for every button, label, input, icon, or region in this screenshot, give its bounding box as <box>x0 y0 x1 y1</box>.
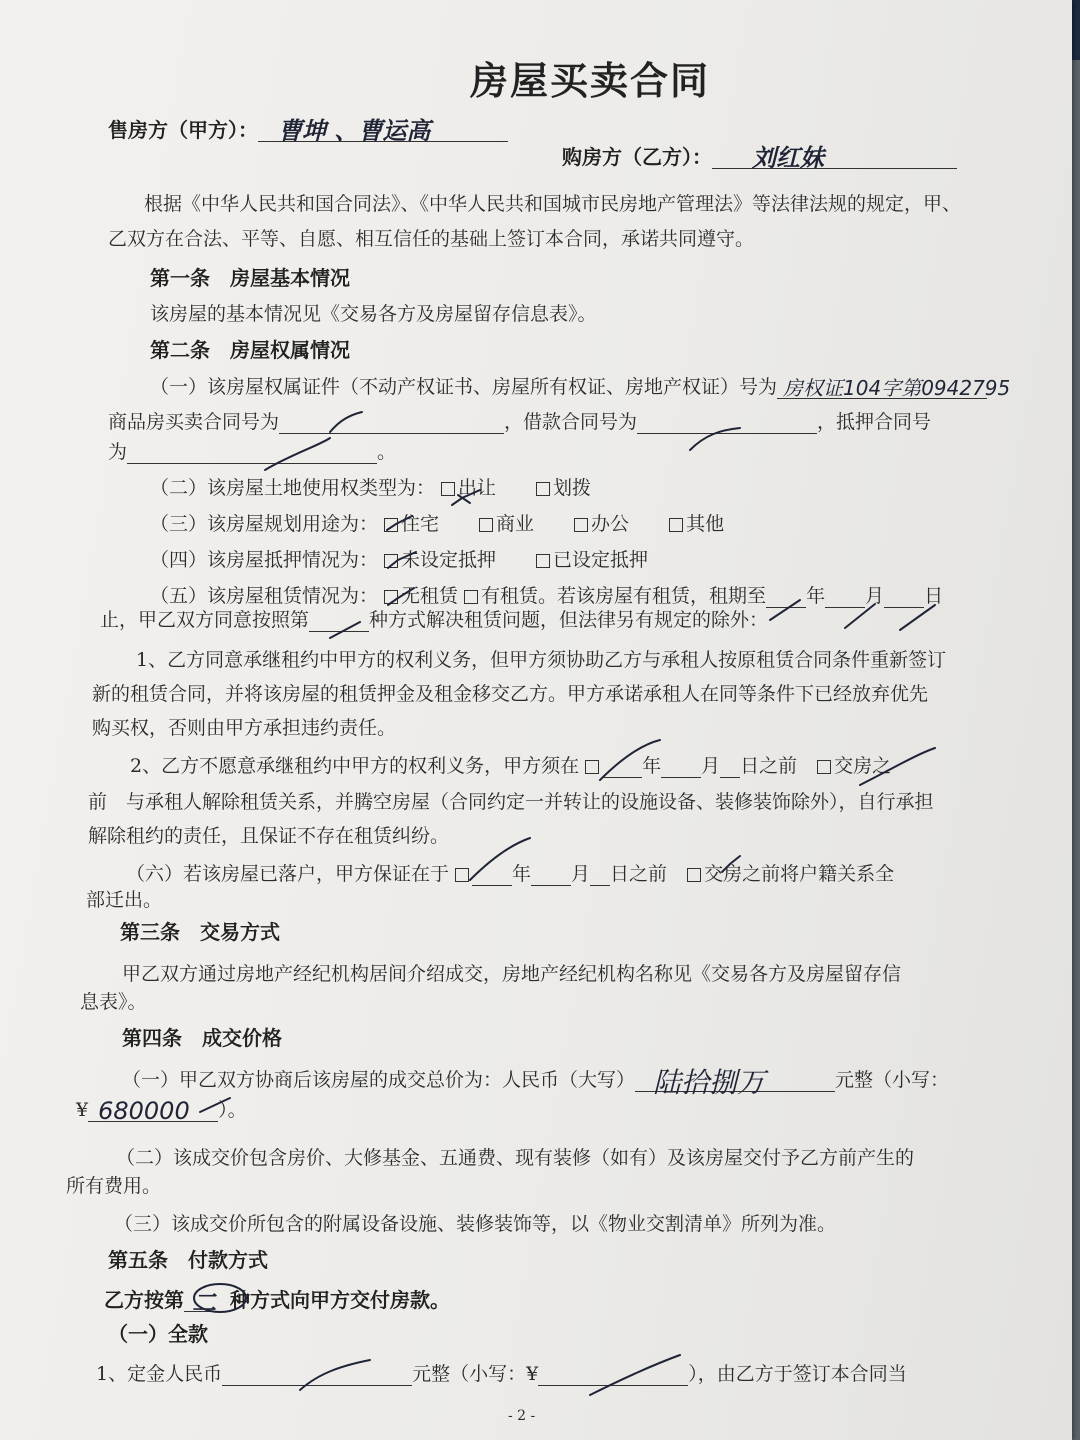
lease-option-2-b: 前 与承租人解除租赁关系，并腾空房屋（合同约定一并转让的设施设备、装修装饰除外），自行承担 <box>88 791 934 813</box>
intro-line-1: 根据《中华人民共和国合同法》、《中华人民共和国城市民房地产管理法》等法律法规的规定，甲、 <box>144 193 962 215</box>
household-row: （六）若该房屋已落户，甲方保证在于 年 月 日之前 交房之前将户籍关系全 <box>126 863 895 885</box>
option-zhuzhai: 住宅 <box>401 513 440 535</box>
lease-status-row: （五）该房屋租赁情况为： 无租赁 有租赁。若该房屋有租赁，租期至 年 月 日 <box>150 585 944 607</box>
checkbox-zhuzhai[interactable] <box>384 518 398 532</box>
option-huabo: 划拨 <box>553 477 592 499</box>
sales-contract-field <box>279 413 504 434</box>
currency-symbol: ¥ <box>76 1099 89 1121</box>
intro-line-2: 乙双方在合法、平等、自愿、相互信任的基础上签订本合同，承诺共同遵守。 <box>108 228 755 250</box>
loan-contract-field <box>637 413 817 434</box>
checkbox-bangong[interactable] <box>574 518 588 532</box>
cert-label: （一）该房屋权属证件（不动产权证书、房屋所有权证、房地产权证）号为 <box>150 376 778 398</box>
mortgage-contract-label: ，抵押合同号 <box>817 411 932 433</box>
checkbox-household-date[interactable] <box>455 868 469 882</box>
price-row <box>122 1066 950 1099</box>
price-includes-a: （二）该成交价包含房价、大修基金、五通费、现有装修（如有）及该房屋交付予乙方前产生的 <box>116 1147 915 1169</box>
land-use-row <box>150 476 591 500</box>
household-label: （六）若该房屋已落户，甲方保证在于 <box>126 863 450 885</box>
page-title: 房屋买卖合同 <box>470 58 711 103</box>
planned-use-row <box>150 512 724 536</box>
seller-names: 曹坤 、曹运高 <box>278 117 431 145</box>
article-1-text: 该房屋的基本情况见《交易各方及房屋留存信息表》。 <box>150 303 597 325</box>
article-2-contract-line <box>108 410 931 434</box>
lease-option-1-c: 购买权，否则由甲方承担违约责任。 <box>92 717 397 739</box>
sales-contract-label: 商品房买卖合同号为 <box>108 411 280 433</box>
buyer-field <box>712 144 957 172</box>
option-has-lease: 有租赁 <box>481 585 539 607</box>
lease-method-text: 种方式解决租赁问题，但法律另有规定的除外： <box>369 609 769 631</box>
checkbox-household-handover[interactable] <box>687 868 701 882</box>
seller-row <box>108 117 508 145</box>
price-attachments: （三）该成交价所包含的附属设备设施、装修装饰等，以《物业交割清单》所列为准。 <box>114 1213 837 1235</box>
price-upper: 陆拾捌万 <box>653 1066 766 1099</box>
option-bangong: 办公 <box>591 513 630 535</box>
price-label: （一）甲乙双方协商后该房屋的成交总价为：人民币（大写） <box>122 1069 636 1091</box>
mortgage-status-label: （四）该房屋抵押情况为： <box>150 549 379 571</box>
checkbox-huabo[interactable] <box>536 482 550 496</box>
option-no-lease: 无租赁 <box>401 585 459 607</box>
article-2-title: 第二条 房屋权属情况 <box>150 338 350 362</box>
article-2-mortgage-line: 为 。 <box>108 441 397 463</box>
lease-option-1-b: 新的租赁合同，并将该房屋的租赁押金及租金移交乙方。甲方承诺承租人在同等条件下已经放弃优先 <box>92 683 929 705</box>
planned-use-label: （三）该房屋规划用途为： <box>150 513 379 535</box>
checkbox-has-lease[interactable] <box>464 590 478 604</box>
household-row-b: 部迁出。 <box>86 889 163 911</box>
lease-term-text: 。若该房屋有租赁，租期至 <box>538 585 767 607</box>
price-lower-label: 元整（小写： <box>835 1069 950 1091</box>
price-upper-field <box>635 1066 835 1099</box>
mortgage-status-row <box>150 548 648 572</box>
lease-option-2-c: 解除租约的责任，且保证不存在租赁纠纷。 <box>88 825 450 847</box>
lease-option-2-a: 2、乙方不愿意承继租约中甲方的权利义务，甲方须在 年 月 日之前 交房之 <box>130 755 892 777</box>
cert-field <box>777 376 1011 400</box>
deposit-label: 1、定金人民币 <box>96 1363 223 1385</box>
lease-method-label: 止，甲乙双方同意按照第 <box>100 609 310 631</box>
article-1-title: 第一条 房屋基本情况 <box>150 266 350 290</box>
article-5-title: 第五条 付款方式 <box>108 1248 268 1272</box>
article-2-cert-line <box>150 375 1011 400</box>
loan-contract-label: ，借款合同号为 <box>504 411 638 433</box>
price-lower: 680000 <box>98 1097 190 1125</box>
option-churang: 出让 <box>458 477 497 499</box>
cert-number: 房权证104字第0942795 <box>783 376 1011 400</box>
lease-status-label: （五）该房屋租赁情况为： <box>150 585 379 607</box>
payment-method-value: 二 <box>192 1289 216 1317</box>
price-lower-field <box>88 1097 218 1125</box>
mortgage-contract-field <box>127 443 377 464</box>
checkbox-no-lease[interactable] <box>384 590 398 604</box>
page-number: - 2 - <box>508 1408 536 1424</box>
price-lower-row: ¥ 680000 ）。 <box>76 1097 247 1125</box>
checkbox-lease-date[interactable] <box>585 760 599 774</box>
payment-method-row: 乙方按第 二 种方式向甲方交付房款。 <box>104 1288 450 1317</box>
buyer-row <box>562 144 957 172</box>
lease-method-row <box>100 608 768 632</box>
option-no-mortgage: 未设定抵押 <box>401 549 497 571</box>
lease-option-1-a: 1、乙方同意承继租约中甲方的权利义务，但甲方须协助乙方与承租人按原租赁合同条件重新签订 <box>136 649 947 671</box>
article-3-title: 第三条 交易方式 <box>120 920 280 944</box>
deposit-lower-field <box>538 1365 688 1386</box>
checkbox-shangye[interactable] <box>479 518 493 532</box>
article-3-text-b: 息表》。 <box>80 991 147 1013</box>
full-payment-heading: （一）全款 <box>108 1322 208 1346</box>
payment-method-field <box>184 1289 230 1317</box>
checkbox-churang[interactable] <box>441 482 455 496</box>
checkbox-qita[interactable] <box>669 518 683 532</box>
article-3-text-a: 甲乙双方通过房地产经纪机构居间介绍成交，房地产经纪机构名称见《交易各方及房屋留存信 <box>122 963 902 985</box>
checkbox-no-mortgage[interactable] <box>384 554 398 568</box>
checkbox-lease-handover[interactable] <box>817 760 831 774</box>
deposit-field <box>222 1365 412 1386</box>
payment-method-label: 乙方按第 <box>104 1288 184 1312</box>
seller-field <box>258 117 508 145</box>
price-includes-b: 所有费用。 <box>66 1175 162 1197</box>
option-shangye: 商业 <box>496 513 535 535</box>
seller-label: 售房方（甲方）： <box>108 118 258 142</box>
deposit-row: 1、定金人民币 元整（小写：¥ ），由乙方于签订本合同当 <box>96 1363 907 1385</box>
lease-method-field <box>309 611 369 632</box>
buyer-label: 购房方（乙方）： <box>562 145 712 169</box>
mortgage-contract-label-2: 为 <box>108 441 128 463</box>
option-qita: 其他 <box>686 513 725 535</box>
buyer-name: 刘红妹 <box>752 144 824 172</box>
checkbox-has-mortgage[interactable] <box>536 554 550 568</box>
lease-option-2-label: 2、乙方不愿意承继租约中甲方的权利义务，甲方须在 <box>130 755 580 777</box>
option-has-mortgage: 已设定抵押 <box>553 549 649 571</box>
land-use-label: （二）该房屋土地使用权类型为： <box>150 477 436 499</box>
article-4-title: 第四条 成交价格 <box>122 1026 282 1050</box>
